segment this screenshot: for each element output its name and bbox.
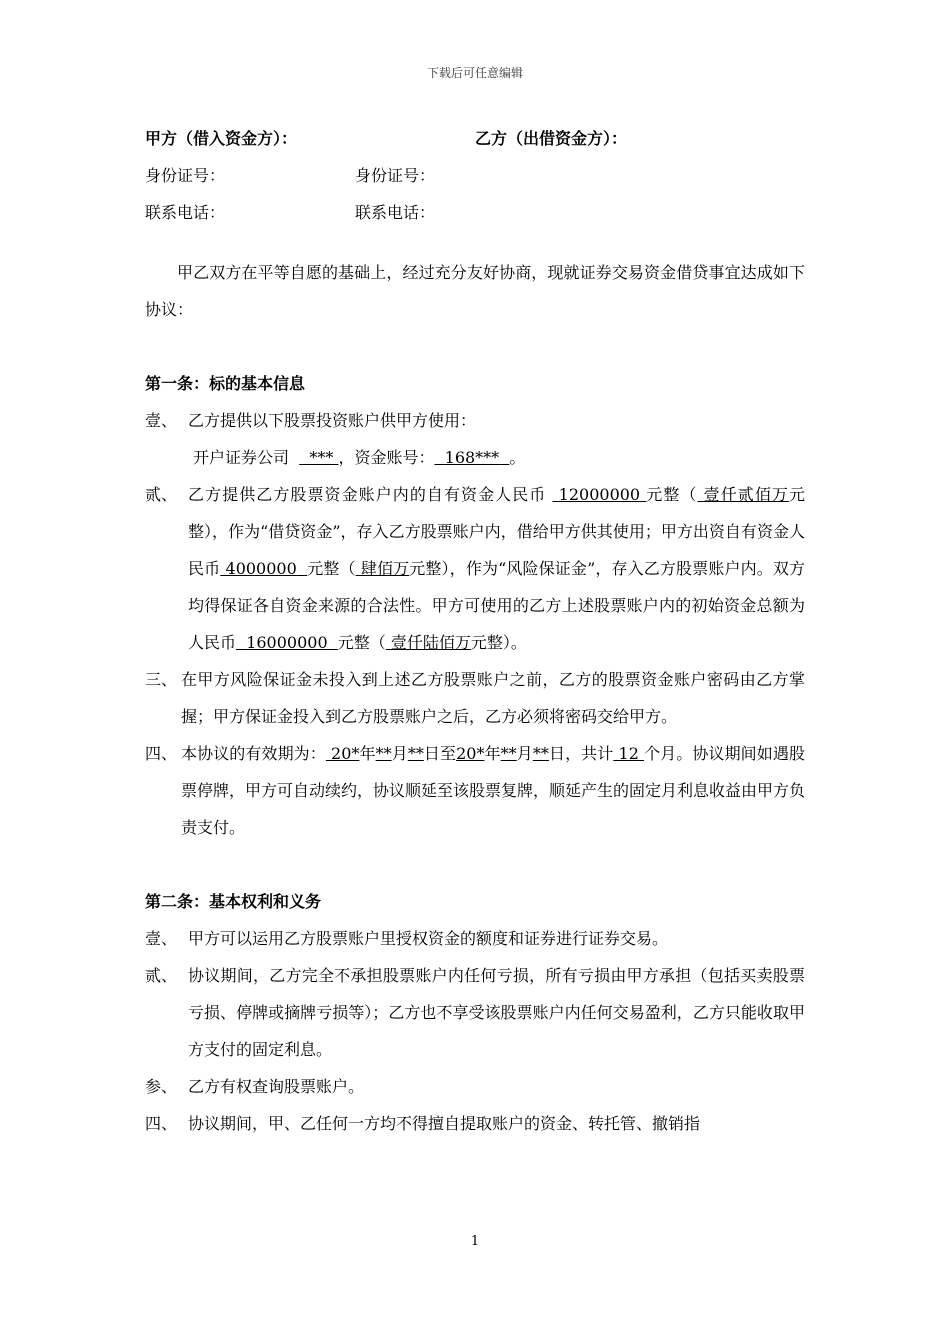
party-title-row [145, 120, 805, 157]
start-day: ** [407, 744, 424, 763]
item-number: 壹、 [145, 929, 178, 948]
article-1-title: 第一条：标的基本信息 [145, 374, 306, 393]
start-month: ** [375, 744, 392, 763]
party-a-title: 甲方（借入资金方）： [145, 129, 298, 148]
article-1-item-1 [145, 402, 805, 439]
account-label: ，资金账号： [338, 448, 435, 467]
loan-amount: 12000000 [558, 485, 641, 504]
item-number: 参、 [145, 1077, 178, 1096]
item-text: 乙方有权查询股票账户。 [188, 1077, 365, 1096]
item-text: 甲方可以运用乙方股票账户里授权资金的额度和证券进行证券交易。 [188, 929, 669, 948]
article-1-item-4: 四、 本协议的有效期为： 20*年**月**日至20*年**月**日，共计 12 个月。协议期间如遇股票停牌，甲方可自动续约，协议顺延至该股票复牌，顺延产生的固定月利息收益由甲方负责支付。 [145, 735, 805, 846]
broker-label: 开户证券公司 [193, 448, 290, 467]
item-text: 乙方提供以下股票投资账户供甲方使用： [188, 411, 477, 430]
end-day: ** [532, 744, 549, 763]
party-a-id-label: 身份证号： [145, 166, 226, 185]
end-month: ** [500, 744, 517, 763]
item-number: 三、 [145, 670, 178, 689]
article-1-item-3 [145, 661, 805, 735]
term-months: 12 [618, 744, 639, 763]
article-2-item-3 [145, 1068, 805, 1105]
article-2-item-2 [145, 957, 805, 1068]
party-a-phone-label: 联系电话： [145, 203, 226, 222]
item-text: 协议期间，甲、乙任何一方均不得擅自提取账户的资金、转托管、撤销指 [188, 1114, 701, 1133]
phone-row [145, 194, 805, 231]
item-number: 贰、 [145, 485, 178, 504]
party-b-id-label: 身份证号： [355, 166, 436, 185]
broker-value: *** [309, 448, 334, 467]
article-1-item-1-detail: 开户证券公司 *** ，资金账号： 168*** 。 [193, 448, 526, 467]
party-b-title: 乙方（出借资金方）： [475, 129, 628, 148]
total-amount: 16000000 [246, 633, 328, 652]
page-header: 下载后可任意编辑 [426, 66, 523, 80]
intro-paragraph: 甲乙双方在平等自愿的基础上，经过充分友好协商，现就证券交易资金借贷事宜达成如下协议： [145, 263, 805, 319]
article-2-item-4 [145, 1105, 805, 1142]
item-number: 四、 [145, 1114, 178, 1133]
item-number: 壹、 [145, 411, 178, 430]
end-year: 20* [456, 744, 485, 763]
start-year: 20* [331, 744, 360, 763]
item-text: 在甲方风险保证金未投入到上述乙方股票账户之前，乙方的股票资金账户密码由乙方掌握；甲方保证金投入到乙方股票账户之后，乙方必须将密码交给甲方。 [181, 670, 805, 726]
item-number: 四、 [145, 744, 178, 763]
page-number: 1 [470, 1234, 480, 1249]
margin-amount-cn: 肆佰万 [360, 559, 410, 578]
item-text: 协议期间，乙方完全不承担股票账户内任何亏损，所有亏损由甲方承担（包括买卖股票亏损、停牌或摘牌亏损等）；乙方也不享受该股票账户内任何交易盈利，乙方只能收取甲方支付的固定利息。 [188, 966, 805, 1059]
article-2-item-1 [145, 920, 805, 957]
margin-amount: 4000000 [225, 559, 297, 578]
article-2-title: 第二条：基本权利和义务 [145, 892, 322, 911]
id-row [145, 157, 805, 194]
party-b-phone-label: 联系电话： [355, 203, 436, 222]
item-number: 贰、 [145, 966, 178, 985]
document-body [145, 120, 805, 1142]
loan-amount-cn: 壹仟贰佰万 [703, 485, 789, 504]
article-1-item-2: 贰、 乙方提供乙方股票资金账户内的自有资金人民币 12000000 元整（ 壹仟贰佰万元整），作为“借贷资金”，存入乙方股票账户内，借给甲方供其使用；甲方出资自有资金人民币 4000000 元整（ 肆佰万元整），作为“风险保证金”，存入乙方股票账户内。双方均得保证各自资金来源的合法性。甲方可使用的乙方上述股票账户内的初始资金总额为人民币 16000000 元整（ 壹仟陆佰万元整）。 [145, 476, 805, 661]
total-amount-cn: 壹仟陆佰万 [390, 633, 471, 652]
account-value: 168*** [444, 448, 500, 467]
